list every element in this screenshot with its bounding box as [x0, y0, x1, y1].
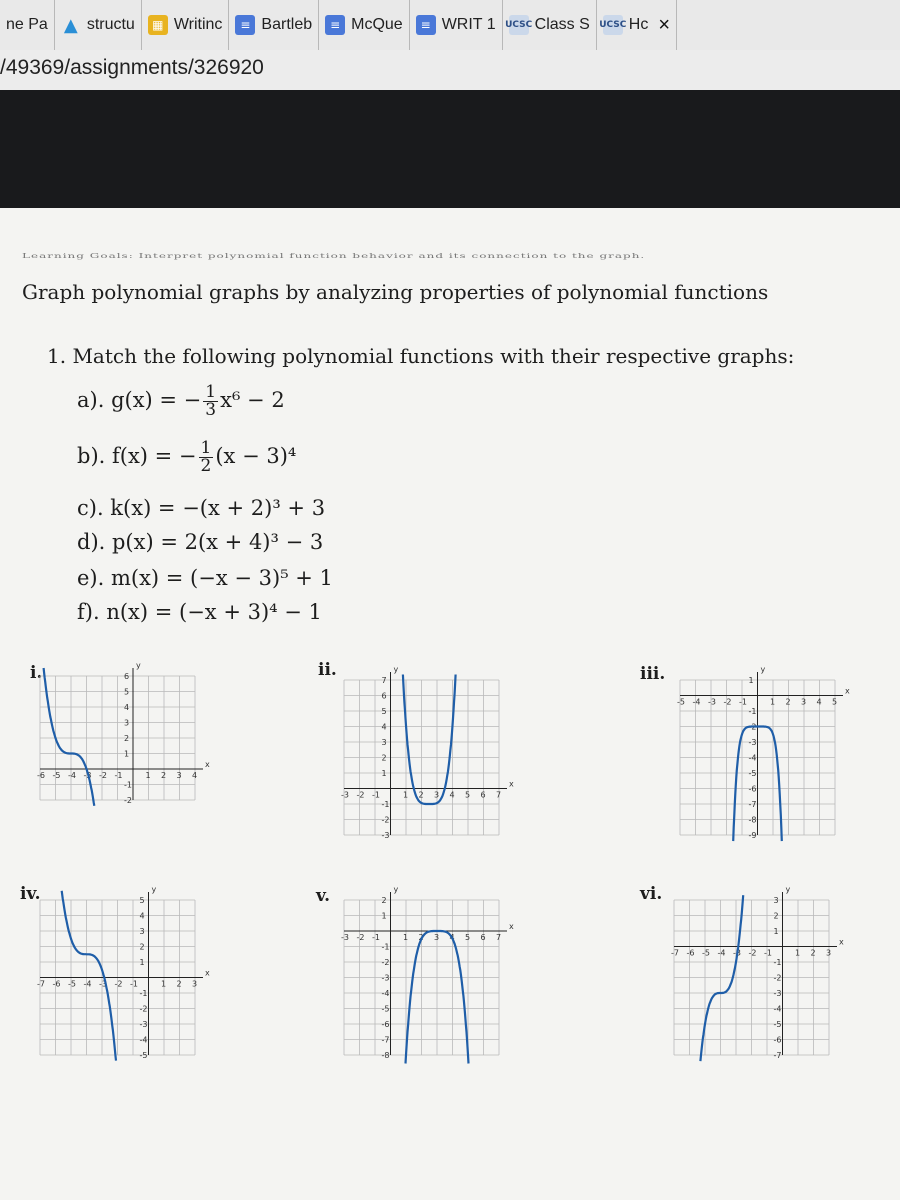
x-tick-label: 2: [418, 790, 424, 800]
y-tick-label: -1: [124, 780, 132, 790]
browser-tab-strip: [0, 0, 900, 50]
x-tick-label: 4: [816, 697, 822, 707]
function-b-lead: b). f(x) = −: [77, 444, 197, 468]
x-tick-label: -2: [723, 697, 732, 707]
worksheet-page: [0, 208, 900, 1200]
x-tick-label: -6: [37, 771, 45, 780]
graph-iii: [676, 665, 851, 845]
x-tick-label: -4: [68, 771, 76, 780]
y-tick-label: -2: [139, 1004, 148, 1014]
question-text: 1. Match the following polynomial functions with their respective graphs:: [47, 344, 795, 368]
graph-body: [341, 665, 514, 840]
y-tick-label: -4: [139, 1035, 148, 1045]
y-tick-label: -2: [748, 722, 757, 732]
x-tick-label: 1: [795, 948, 801, 958]
x-tick-label: 6: [480, 790, 486, 800]
x-tick-label: 7: [496, 933, 502, 942]
tab-label: Hc: [628, 16, 649, 33]
graph-iv: [36, 885, 211, 1065]
y-tick-label: -4: [748, 753, 757, 763]
url-text: /49369/assignments/326920: [0, 56, 264, 79]
y-tick-label: -6: [773, 1035, 782, 1045]
x-tick-label: 3: [192, 979, 198, 989]
y-tick-label: -2: [124, 796, 132, 805]
function-d: d). p(x) = 2(x + 4)³ − 3: [77, 530, 324, 554]
tab-3[interactable]: [229, 0, 319, 50]
y-tick-label: 1: [124, 749, 130, 759]
function-a: [77, 384, 285, 419]
x-tick-label: 5: [832, 697, 838, 707]
x-tick-label: 5: [465, 790, 471, 800]
tab-label: ne Pa: [6, 16, 48, 33]
graph-label-vi: vi.: [640, 884, 663, 904]
x-axis-label: x: [205, 760, 210, 769]
y-axis-label: y: [393, 885, 399, 894]
tab-label: Writinc: [173, 16, 223, 33]
tab-label: McQue: [351, 16, 403, 33]
x-tick-label: -1: [114, 771, 123, 780]
graph-body: [37, 885, 210, 1061]
y-tick-label: -3: [381, 973, 390, 983]
y-tick-label: -2: [381, 815, 390, 825]
y-tick-label: 6: [381, 691, 387, 701]
y-tick-label: 1: [381, 769, 387, 778]
curve: [62, 891, 116, 1061]
x-tick-label: -7: [671, 948, 679, 958]
graph-vi: [670, 885, 845, 1065]
y-tick-label: -1: [381, 800, 390, 809]
y-tick-label: 3: [773, 896, 779, 905]
x-axis-label: x: [839, 937, 844, 947]
function-c: c). k(x) = −(x + 2)³ + 3: [77, 496, 326, 520]
tab-label: Class S: [534, 16, 590, 33]
y-tick-label: 2: [124, 734, 130, 743]
function-b: [77, 440, 296, 475]
function-b-rest: (x − 3)⁴: [215, 444, 297, 468]
x-tick-label: -6: [686, 948, 695, 958]
x-tick-label: 3: [826, 948, 832, 958]
y-tick-label: -7: [748, 800, 757, 809]
x-tick-label: -4: [692, 697, 701, 707]
x-tick-label: 4: [449, 933, 455, 942]
tab-4[interactable]: [319, 0, 410, 50]
y-tick-label: -7: [381, 1035, 390, 1045]
x-axis-label: x: [509, 922, 514, 931]
y-tick-label: 2: [139, 942, 145, 952]
close-icon[interactable]: ×: [658, 13, 671, 36]
y-tick-label: 3: [124, 718, 130, 728]
tab-6[interactable]: [503, 0, 597, 50]
x-tick-label: -3: [708, 697, 716, 707]
x-tick-label: -7: [37, 979, 45, 989]
x-tick-label: 3: [801, 697, 807, 707]
x-tick-label: -2: [356, 933, 365, 942]
y-tick-label: -5: [748, 769, 757, 778]
learning-goals-fragment: Learning Goals: Interpret polynomial function behavior and its connection to the graph.: [22, 252, 646, 260]
fraction-numerator: 1: [200, 438, 212, 458]
x-axis-label: x: [509, 779, 514, 789]
y-tick-label: 2: [381, 896, 387, 905]
fraction-denominator: 2: [200, 456, 212, 476]
x-tick-label: 4: [449, 790, 455, 800]
y-tick-label: 5: [124, 687, 130, 697]
x-axis-label: x: [205, 968, 210, 978]
x-tick-label: 3: [434, 790, 440, 800]
fraction-denominator: 3: [205, 400, 217, 420]
x-tick-label: 3: [434, 933, 440, 942]
y-tick-label: -8: [748, 815, 757, 825]
x-tick-label: 2: [176, 979, 182, 989]
y-tick-label: -6: [381, 1020, 390, 1029]
y-tick-label: -1: [139, 989, 148, 998]
graph-v: [340, 885, 515, 1065]
y-tick-label: 1: [139, 958, 145, 967]
x-tick-label: -5: [702, 948, 710, 958]
tab-1[interactable]: [55, 0, 142, 50]
y-tick-label: 6: [124, 672, 130, 681]
function-a-rest: x⁶ − 2: [220, 388, 285, 412]
triangle-logo-icon: ▲: [63, 14, 78, 36]
y-tick-label: -3: [748, 738, 757, 747]
y-tick-label: 4: [139, 911, 145, 921]
y-tick-label: 2: [773, 911, 779, 921]
x-tick-label: -1: [372, 933, 380, 942]
fraction: [199, 440, 214, 475]
y-tick-label: 1: [748, 676, 754, 685]
y-tick-label: -2: [773, 973, 782, 983]
y-tick-label: -2: [381, 958, 390, 967]
y-tick-label: 4: [124, 703, 130, 712]
y-tick-label: -1: [773, 958, 782, 967]
y-tick-label: -1: [748, 707, 757, 716]
y-axis-label: y: [151, 885, 157, 894]
graph-body: [677, 665, 850, 841]
tab-0[interactable]: [0, 0, 55, 50]
fraction-numerator: 1: [205, 382, 217, 402]
curve: [403, 675, 456, 805]
graph-label-ii: ii.: [318, 660, 337, 680]
x-tick-label: -3: [733, 948, 741, 958]
x-tick-label: -5: [52, 771, 61, 780]
ucsc-logo-icon: UCSC: [509, 15, 529, 35]
tab-7-active[interactable]: [597, 0, 677, 50]
x-tick-label: -3: [83, 771, 92, 780]
y-axis-label: y: [760, 665, 766, 674]
y-tick-label: -3: [773, 989, 782, 998]
x-tick-label: -2: [99, 771, 107, 780]
curve: [700, 895, 743, 1061]
graph-body: [671, 885, 844, 1061]
goal-text: Graph polynomial graphs by analyzing properties of polynomial functions: [22, 280, 769, 304]
tab-2[interactable]: [142, 0, 230, 50]
function-e: e). m(x) = (−x − 3)⁵ + 1: [77, 566, 333, 590]
x-tick-label: 1: [145, 771, 151, 780]
x-tick-label: -1: [739, 697, 747, 707]
function-a-lead: a). g(x) = −: [77, 388, 202, 412]
y-tick-label: 7: [381, 676, 387, 685]
y-tick-label: 1: [773, 927, 779, 936]
y-tick-label: 3: [139, 927, 145, 936]
y-tick-label: 5: [381, 707, 387, 716]
tab-label: Bartleb: [261, 16, 313, 33]
x-tick-label: -1: [764, 948, 772, 958]
y-tick-label: 1: [381, 911, 387, 921]
y-tick-label: -3: [139, 1020, 148, 1029]
x-tick-label: 7: [496, 790, 502, 800]
x-tick-label: 4: [192, 771, 198, 780]
x-tick-label: -3: [341, 933, 349, 942]
list-doc-icon: ≡: [235, 15, 255, 35]
y-axis-label: y: [785, 885, 791, 894]
y-tick-label: 2: [381, 753, 387, 763]
x-tick-label: 2: [810, 948, 816, 958]
x-tick-label: 1: [161, 979, 167, 989]
x-tick-label: 3: [176, 771, 182, 780]
function-f: f). n(x) = (−x + 3)⁴ − 1: [77, 600, 322, 624]
x-tick-label: -2: [114, 979, 123, 989]
y-axis-label: y: [393, 665, 399, 674]
graph-ii: [340, 665, 515, 845]
doc-icon: ▦: [148, 15, 168, 35]
address-bar[interactable]: [0, 50, 900, 90]
y-tick-label: -8: [381, 1051, 390, 1060]
y-tick-label: 3: [381, 738, 387, 747]
x-tick-label: 6: [480, 933, 486, 942]
y-tick-label: -1: [381, 942, 390, 952]
x-tick-label: 2: [161, 771, 167, 780]
fraction: [203, 384, 218, 419]
tab-label: WRIT 1: [441, 16, 496, 33]
list-doc-icon: ≡: [416, 15, 436, 35]
x-tick-label: 2: [785, 697, 791, 707]
x-tick-label: -3: [99, 979, 107, 989]
x-tick-label: 1: [770, 697, 776, 707]
x-tick-label: 5: [465, 933, 471, 942]
graph-label-v: v.: [316, 886, 331, 906]
y-tick-label: -4: [773, 1004, 782, 1014]
graph-label-iii: iii.: [640, 664, 666, 684]
x-tick-label: 1: [403, 933, 409, 942]
y-tick-label: -7: [773, 1051, 782, 1060]
x-tick-label: -5: [677, 697, 685, 707]
x-axis-label: x: [845, 686, 850, 696]
y-tick-label: -4: [381, 989, 390, 998]
graph-i: [36, 661, 211, 810]
dark-banner: [0, 90, 900, 208]
x-tick-label: -4: [717, 948, 726, 958]
x-tick-label: -5: [68, 979, 76, 989]
y-tick-label: -5: [773, 1020, 782, 1029]
x-tick-label: -1: [130, 979, 138, 989]
x-tick-label: -1: [372, 790, 380, 800]
y-tick-label: -9: [748, 831, 757, 840]
tab-5[interactable]: [410, 0, 503, 50]
x-tick-label: -2: [356, 790, 365, 800]
x-tick-label: -3: [341, 790, 349, 800]
y-tick-label: 4: [381, 722, 387, 732]
x-tick-label: -2: [748, 948, 757, 958]
x-tick-label: 2: [418, 933, 424, 942]
y-tick-label: -6: [748, 784, 757, 794]
x-tick-label: 1: [403, 790, 409, 800]
ucsc-logo-icon: UCSC: [603, 15, 623, 35]
graph-body: [341, 885, 514, 1064]
graph-label-iv: iv.: [20, 884, 41, 904]
x-tick-label: -4: [83, 979, 92, 989]
x-tick-label: -6: [52, 979, 61, 989]
graph-label-i: i.: [30, 663, 43, 683]
y-tick-label: -5: [381, 1004, 390, 1014]
graph-body: [37, 661, 210, 806]
list-doc-icon: ≡: [325, 15, 345, 35]
tab-label: structu: [86, 16, 135, 33]
y-tick-label: 5: [139, 896, 145, 905]
y-tick-label: -5: [139, 1051, 148, 1060]
y-axis-label: y: [136, 661, 141, 670]
y-tick-label: -3: [381, 831, 390, 840]
